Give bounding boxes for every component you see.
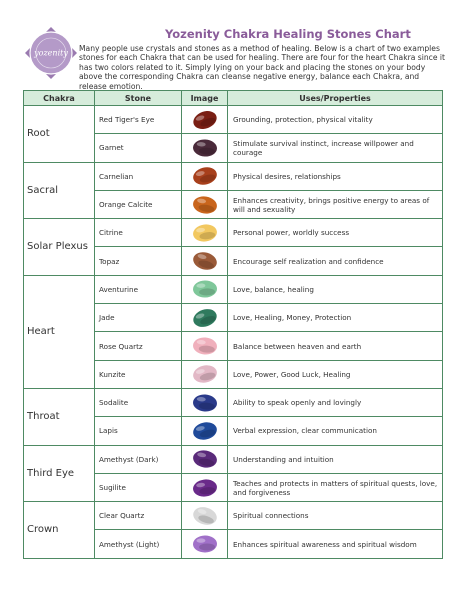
stone-use: Ability to speak openly and lovingly [228,388,443,416]
aventurine-stone [190,278,220,300]
stone-name: Garnet [95,134,182,162]
red-tigers-eye-stone [190,109,220,131]
stone-name: Rose Quartz [95,332,182,360]
yozenity-logo [24,26,78,80]
stone-name: Lapis [95,417,182,445]
stone-use: Stimulate survival instinct, increase willpower and courage [228,134,443,162]
table-row [24,106,443,134]
stone-use: Balance between heaven and earth [228,332,443,360]
stone-name: Sodalite [95,388,182,416]
stone-name: Amethyst (Light) [95,530,182,558]
table-header-row [24,91,443,106]
chakra-stones-table [23,90,443,559]
stone-image-cell [182,247,228,275]
stone-use: Physical desires, relationships [228,162,443,190]
stone-image-cell [182,275,228,303]
table-row [24,275,443,303]
stone-name: Sugilite [95,473,182,501]
stone-use: Verbal expression, clear communication [228,417,443,445]
stone-image-cell [182,388,228,416]
logo-text: yozenity [34,48,68,58]
page-title: Yozenity Chakra Healing Stones Chart [165,27,411,41]
stone-image-cell [182,473,228,501]
stone-use: Enhances spiritual awareness and spiritual wisdom [228,530,443,558]
garnet-stone [190,137,220,159]
stone-use: Understanding and intuition [228,445,443,473]
stone-image-cell [182,106,228,134]
stone-name: Aventurine [95,275,182,303]
stone-use: Grounding, protection, physical vitality [228,106,443,134]
stone-name: Topaz [95,247,182,275]
stone-name: Carnelian [95,162,182,190]
stone-image-cell [182,502,228,530]
rose-quartz-stone [190,335,220,357]
amethyst-dark-stone [190,448,220,470]
lapis-stone [190,420,220,442]
table-row [24,219,443,247]
stone-image-cell [182,332,228,360]
stone-use: Encourage self realization and confidence [228,247,443,275]
column-header-uses: Uses/Properties [228,91,443,106]
stone-name: Red Tiger's Eye [95,106,182,134]
orange-calcite-stone [190,194,220,216]
table-row [24,502,443,530]
stone-name: Citrine [95,219,182,247]
chakra-name: Third Eye [24,445,95,502]
chakra-name: Heart [24,275,95,388]
stone-name: Jade [95,304,182,332]
stone-image-cell [182,360,228,388]
clear-quartz-stone [190,505,220,527]
stone-image-cell [182,445,228,473]
stone-name: Kunzite [95,360,182,388]
column-header-image: Image [182,91,228,106]
sodalite-stone [190,392,220,414]
stone-image-cell [182,134,228,162]
stone-name: Clear Quartz [95,502,182,530]
stone-use: Teaches and protects in matters of spiritual quests, love, and forgiveness [228,473,443,501]
stone-image-cell [182,190,228,218]
stone-image-cell [182,417,228,445]
table-row [24,388,443,416]
intro-paragraph: Many people use crystals and stones as a method of healing. Below is a chart of two examples stones for each Chakra that can be used for healing. There are four for the heart Chakra since it has two colors related to it. Simply lying on your back and placing the stones on your body above the corresponding Chakra can cleanse negative energy, balance each Chakra, and release emotion. [79,44,446,91]
chakra-name: Sacral [24,162,95,219]
kunzite-stone [190,363,220,385]
stone-use: Love, Power, Good Luck, Healing [228,360,443,388]
jade-stone [190,307,220,329]
topaz-stone [190,250,220,272]
chakra-name: Root [24,106,95,163]
chakra-name: Throat [24,388,95,445]
column-header-chakra: Chakra [24,91,95,106]
stone-name: Orange Calcite [95,190,182,218]
stone-image-cell [182,304,228,332]
stone-use: Spiritual connections [228,502,443,530]
stone-image-cell [182,530,228,558]
carnelian-stone [190,165,220,187]
citrine-stone [190,222,220,244]
stone-use: Love, balance, healing [228,275,443,303]
amethyst-light-stone [190,533,220,555]
table-row [24,445,443,473]
chakra-name: Solar Plexus [24,219,95,276]
chakra-name: Crown [24,502,95,559]
sugilite-stone [190,477,220,499]
column-header-stone: Stone [95,91,182,106]
table-row [24,162,443,190]
stone-use: Personal power, worldly success [228,219,443,247]
stone-use: Enhances creativity, brings positive energy to areas of will and sexuality [228,190,443,218]
stone-image-cell [182,219,228,247]
table-body [24,106,443,559]
stone-use: Love, Healing, Money, Protection [228,304,443,332]
stone-image-cell [182,162,228,190]
stone-name: Amethyst (Dark) [95,445,182,473]
